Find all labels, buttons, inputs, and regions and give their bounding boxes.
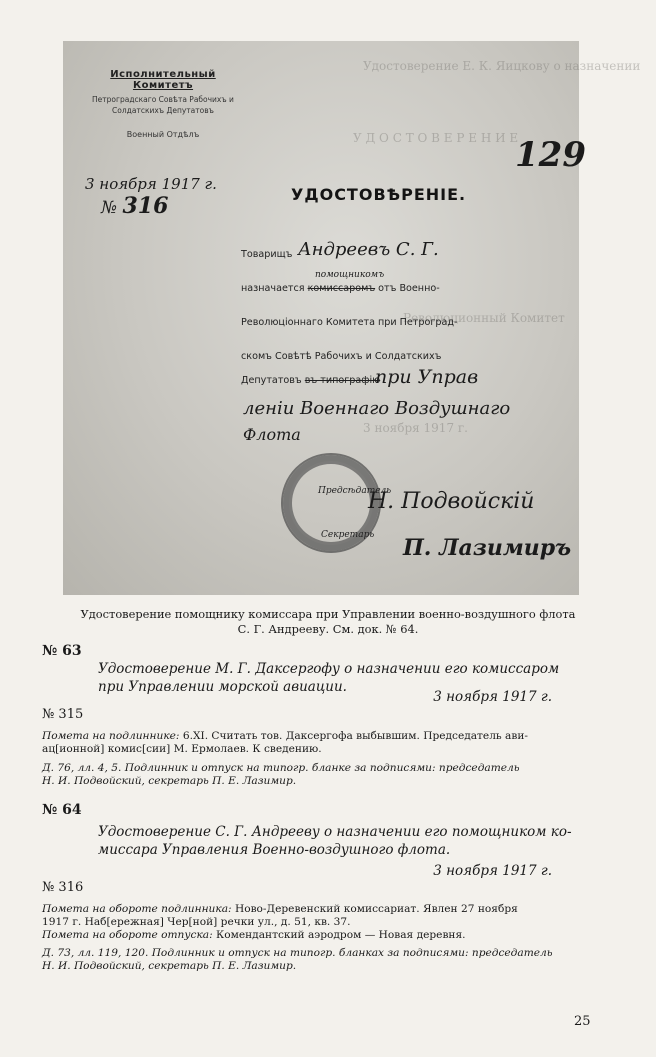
- typed-text: назначается: [241, 283, 305, 294]
- archive-number: № 316: [42, 880, 84, 895]
- chair-signature: Н. Подвойскiй: [368, 489, 535, 514]
- secretary-signature: П. Лазимиръ: [403, 535, 572, 561]
- note-text-line-2: 1917 г. Наб[ережная] Чер[ной] речки ул., д. 51, кв. 37.: [42, 916, 351, 928]
- source-line-2: Н. И. Подвойский, секретарь П. Е. Лазимир.: [42, 960, 297, 972]
- typed-line-1: Товарищъ: [241, 249, 293, 260]
- heading-line-1: Удостоверение С. Г. Андрееву о назначении его помощником ко-: [98, 824, 572, 840]
- note-label: Помета на обороте отпуска:: [42, 929, 213, 941]
- note-annotation: [42, 903, 597, 942]
- handwritten-insertion: помощникомъ: [315, 270, 385, 280]
- caption-line-1: Удостоверение помощнику комиссара при Управлении военно-воздушного флота: [80, 607, 576, 621]
- archive-number: № 315: [42, 707, 84, 722]
- handwritten-line-7: Флота: [243, 425, 301, 444]
- note-label: Помета на подлиннике:: [42, 730, 180, 742]
- chair-label: Предсѣдатель: [318, 486, 392, 496]
- handwritten-name: Андреевъ С. Г.: [298, 239, 439, 260]
- document-number: № 64: [42, 802, 82, 818]
- note-text: Комендантский аэродром — Новая деревня.: [212, 929, 466, 941]
- note-text: Ново-Деревенский комиссариат. Явлен 27 ноября: [231, 903, 518, 915]
- letterhead-line1: Петроградскаго Совѣта Рабочихъ и: [92, 95, 234, 104]
- letterhead-title: Исполнительный Комитетъ: [110, 69, 216, 91]
- note-annotation: [42, 730, 597, 756]
- letterhead-department: Военный Отдѣлъ: [126, 130, 200, 139]
- source-line-1: Д. 76, лл. 4, 5. Подлинник и отпуск на типогр. бланке за подписями: председатель: [42, 762, 520, 774]
- heading-line-1: Удостоверение М. Г. Даксергофу о назначении его комиссаром: [98, 661, 560, 677]
- typed-line-3: Революцiоннаго Комитета при Петроград-: [241, 317, 458, 328]
- heading-line-2: миссара Управления Военно-воздушного флота.: [98, 842, 451, 858]
- certificate-photo: [63, 41, 641, 595]
- document-number: № 63: [42, 643, 82, 659]
- bleed-through-text: Удостоверение Е. К. Яицкову о назначении: [363, 59, 641, 73]
- document-date: 3 ноября 1917 г.: [433, 863, 552, 879]
- document-heading: [98, 823, 596, 859]
- typed-text: отъ Военно-: [378, 283, 440, 294]
- bleed-through-text: Революционный Комитет: [403, 311, 565, 325]
- secretary-label: Секретарь: [321, 530, 375, 540]
- certificate-title: УДОСТОВѢРЕНIЕ.: [291, 185, 467, 204]
- document-date: 3 ноября 1917 г.: [433, 689, 552, 705]
- typed-line-5: [241, 375, 380, 386]
- typed-line-2: [241, 283, 440, 294]
- struck-text: въ типографiю: [304, 375, 381, 386]
- struck-text: комиссаромъ: [307, 283, 376, 294]
- page-number: 25: [574, 1014, 591, 1029]
- handwritten-date: 3 ноября 1917 г.: [85, 175, 217, 193]
- letterhead: [83, 69, 243, 139]
- bleed-through-text: У Д О С Т О В Е Р Е Н И Е: [353, 131, 519, 145]
- source-reference: [42, 762, 597, 788]
- photo-caption: [63, 607, 593, 637]
- handwritten-reference: 129: [515, 135, 586, 175]
- handwritten-number: [101, 193, 168, 219]
- handwritten-line-5: при Управ: [375, 366, 479, 388]
- note-label: Помета на обороте подлинника:: [42, 903, 232, 915]
- source-line-1: Д. 73, лл. 119, 120. Подлинник и отпуск на типогр. бланках за подписями: председатель: [42, 947, 553, 959]
- caption-line-2: С. Г. Андрееву. См. док. № 64.: [237, 622, 419, 636]
- number-value: 316: [122, 193, 169, 219]
- bleed-through-text: 3 ноября 1917 г.: [363, 421, 468, 435]
- typed-text: Депутатовъ: [241, 375, 302, 386]
- number-sign: №: [101, 198, 118, 218]
- note-text: 6.XI. Считать тов. Даксергофа выбывшим. Председатель ави-: [179, 730, 528, 742]
- note-text-line-2: ац[ионной] комис[сии] М. Ермолаев. К сведению.: [42, 743, 322, 755]
- handwritten-line-6: ленiи Военнаго Воздушнаго: [243, 398, 511, 419]
- letterhead-line2: Солдатскихъ Депутатовъ: [112, 106, 214, 115]
- heading-line-2: при Управлении морской авиации.: [98, 679, 347, 695]
- typed-line-4: скомъ Совѣтѣ Рабочихъ и Солдатскихъ: [241, 351, 442, 362]
- source-reference: [42, 947, 597, 973]
- source-line-2: Н. И. Подвойский, секретарь П. Е. Лазимир.: [42, 775, 297, 787]
